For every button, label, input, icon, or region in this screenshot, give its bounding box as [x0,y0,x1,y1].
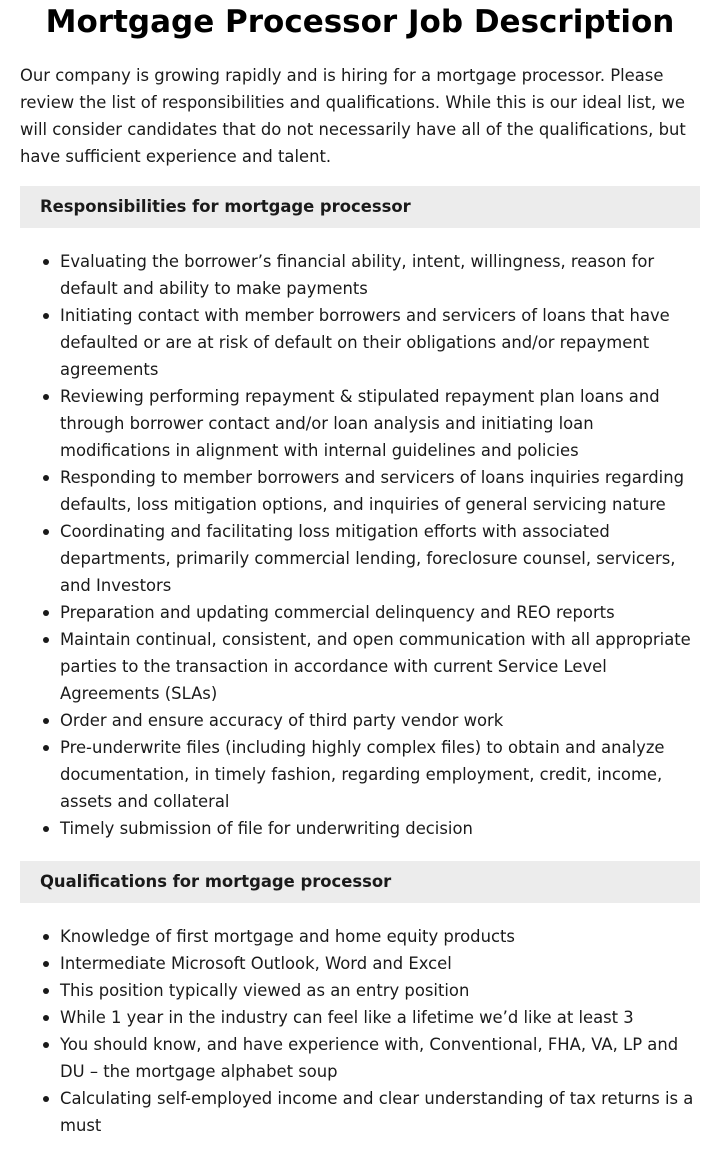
responsibility-item: Coordinating and facilitating loss mitigation efforts with associated departments, primarily commercial lending, foreclosure counsel, servicers, and Investors [60,518,700,599]
page-title: Mortgage Processor Job Description [45,4,675,40]
responsibilities-heading: Responsibilities for mortgage processor [20,186,700,228]
qualification-item: While 1 year in the industry can feel like a lifetime we’d like at least 3 [60,1004,700,1031]
responsibility-item: Order and ensure accuracy of third party vendor work [60,707,700,734]
responsibility-item: Pre-underwrite files (including highly complex files) to obtain and analyze documentation, in timely fashion, regarding employment, credit, income, assets and collateral [60,734,700,815]
qualifications-heading: Qualifications for mortgage processor [20,861,700,903]
qualification-item: Intermediate Microsoft Outlook, Word and Excel [60,950,700,977]
intro-paragraph: Our company is growing rapidly and is hiring for a mortgage processor. Please review the list of responsibilities and qualifications. While this is our ideal list, we will consider candidates that do not necessarily have all of the qualifications, but have sufficient experience and talent. [20,66,686,166]
responsibility-item: Preparation and updating commercial delinquency and REO reports [60,599,700,626]
responsibility-item: Timely submission of file for underwriting decision [60,815,700,842]
responsibility-item: Responding to member borrowers and servicers of loans inquiries regarding defaults, loss mitigation options, and inquiries of general servicing nature [60,464,700,518]
responsibility-item: Reviewing performing repayment & stipulated repayment plan loans and through borrower contact and/or loan analysis and initiating loan modifications in alignment with internal guidelines and policies [60,383,700,464]
responsibilities-list [20,248,700,842]
qualifications-list [20,923,700,1139]
qualification-item: Knowledge of first mortgage and home equity products [60,923,700,950]
qualification-item: This position typically viewed as an entry position [60,977,700,1004]
responsibility-item: Initiating contact with member borrowers and servicers of loans that have defaulted or are at risk of default on their obligations and/or repayment agreements [60,302,700,383]
responsibility-item: Maintain continual, consistent, and open communication with all appropriate parties to the transaction in accordance with current Service Level Agreements (SLAs) [60,626,700,707]
qualification-item: You should know, and have experience with, Conventional, FHA, VA, LP and DU – the mortgage alphabet soup [60,1031,700,1085]
responsibility-item: Evaluating the borrower’s financial ability, intent, willingness, reason for default and ability to make payments [60,248,700,302]
qualification-item: Calculating self-employed income and clear understanding of tax returns is a must [60,1085,700,1139]
